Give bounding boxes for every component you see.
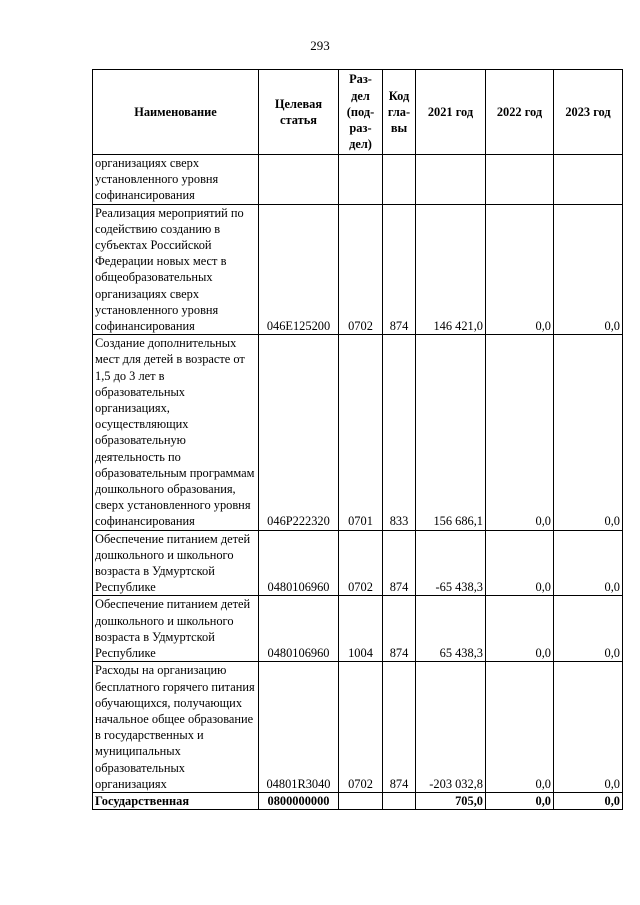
row-2023: 0,0: [554, 792, 623, 809]
row-2021: -203 032,8: [416, 662, 486, 793]
row-section: [339, 792, 383, 809]
row-2022: 0,0: [486, 530, 554, 596]
row-2022: [486, 155, 554, 205]
row-target: [259, 155, 339, 205]
header-target: Целевая статья: [259, 70, 339, 155]
row-section: 0702: [339, 530, 383, 596]
header-2023: 2023 год: [554, 70, 623, 155]
header-name: Наименование: [93, 70, 259, 155]
row-2021: 156 686,1: [416, 335, 486, 530]
row-name: организациях сверх установленного уровня софинансирования: [93, 155, 259, 205]
header-chapter: Код гла- вы: [383, 70, 416, 155]
row-target: 046E125200: [259, 204, 339, 335]
table-row: [93, 335, 623, 530]
row-2023: 0,0: [554, 335, 623, 530]
row-chapter: 874: [383, 596, 416, 662]
row-2022: 0,0: [486, 596, 554, 662]
header-2021: 2021 год: [416, 70, 486, 155]
table-row-program: [93, 792, 623, 809]
table-row: [93, 662, 623, 793]
row-target: 04801R3040: [259, 662, 339, 793]
row-2021: 65 438,3: [416, 596, 486, 662]
row-name: Государственная: [93, 792, 259, 809]
row-name: Реализация мероприятий по содействию созданию в субъектах Российской Федерации новых мест в общеобразовательных организациях сверх установленного уровня софинансирования: [93, 204, 259, 335]
row-2022: 0,0: [486, 204, 554, 335]
row-2022: 0,0: [486, 335, 554, 530]
row-name: Расходы на организацию бесплатного горячего питания обучающихся, получающих начальное общее образование в государственных и муниципальных образовательных организациях: [93, 662, 259, 793]
row-target: 0480106960: [259, 530, 339, 596]
row-2021: 705,0: [416, 792, 486, 809]
row-chapter: 874: [383, 204, 416, 335]
table-row: [93, 596, 623, 662]
row-2021: -65 438,3: [416, 530, 486, 596]
row-2022: 0,0: [486, 792, 554, 809]
table-row: [93, 155, 623, 205]
row-2023: 0,0: [554, 596, 623, 662]
row-chapter: [383, 792, 416, 809]
row-2023: [554, 155, 623, 205]
table-row: [93, 530, 623, 596]
row-target: 0800000000: [259, 792, 339, 809]
row-2023: 0,0: [554, 662, 623, 793]
row-name: Создание дополнительных мест для детей в возрасте от 1,5 до 3 лет в образовательных организациях, осуществляющих образовательную деятельность по образовательным программам дошкольного образования, сверх установленного уровня софинансирования: [93, 335, 259, 530]
row-2021: [416, 155, 486, 205]
row-chapter: [383, 155, 416, 205]
page-number: 293: [310, 38, 330, 53]
row-chapter: 874: [383, 662, 416, 793]
row-section: 0702: [339, 204, 383, 335]
header-section: Раз- дел (под- раз- дел): [339, 70, 383, 155]
row-2021: 146 421,0: [416, 204, 486, 335]
row-section: 0702: [339, 662, 383, 793]
row-target: 0480106960: [259, 596, 339, 662]
row-chapter: 874: [383, 530, 416, 596]
row-2023: 0,0: [554, 530, 623, 596]
row-section: 0701: [339, 335, 383, 530]
row-chapter: 833: [383, 335, 416, 530]
row-section: [339, 155, 383, 205]
header-2022: 2022 год: [486, 70, 554, 155]
row-2023: 0,0: [554, 204, 623, 335]
row-name: Обеспечение питанием детей дошкольного и школьного возраста в Удмуртской Республике: [93, 530, 259, 596]
row-section: 1004: [339, 596, 383, 662]
table-row: [93, 204, 623, 335]
row-2022: 0,0: [486, 662, 554, 793]
table-header-row: [93, 70, 623, 155]
budget-table: [92, 69, 623, 810]
row-target: 046P222320: [259, 335, 339, 530]
row-name: Обеспечение питанием детей дошкольного и школьного возраста в Удмуртской Республике: [93, 596, 259, 662]
